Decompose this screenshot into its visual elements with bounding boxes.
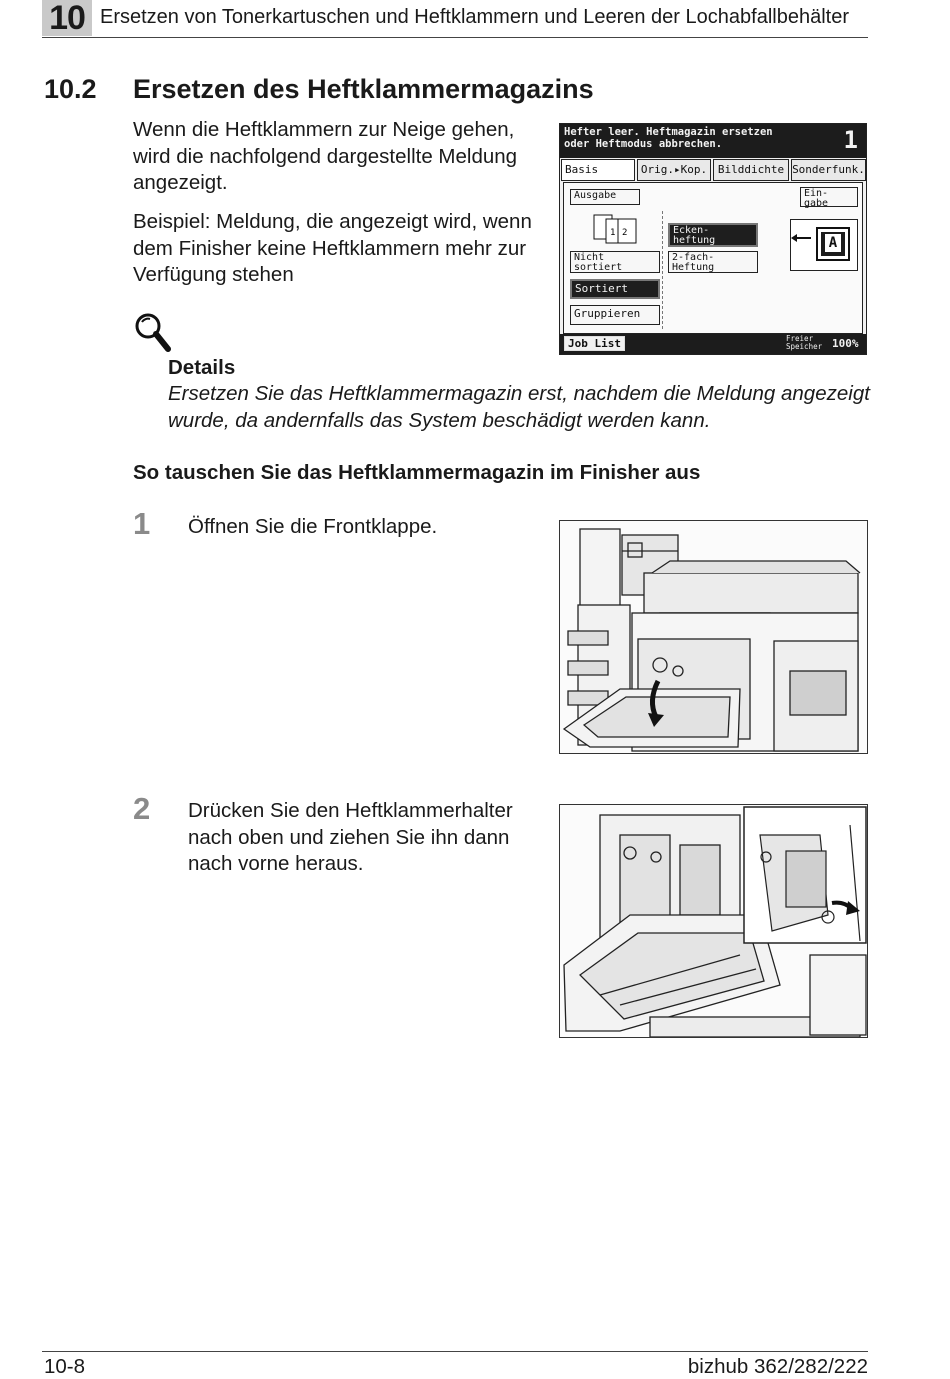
svg-text:2: 2 bbox=[622, 228, 628, 238]
panel-divider bbox=[662, 211, 664, 329]
panel-message-count: 1 bbox=[843, 126, 858, 154]
corner-staple-button[interactable]: Ecken- heftung bbox=[668, 223, 758, 247]
panel-main-area bbox=[563, 182, 863, 334]
free-memory-label: Freier Speicher bbox=[786, 334, 823, 351]
svg-text:1: 1 bbox=[610, 228, 616, 238]
model-name: bizhub 362/282/222 bbox=[687, 1355, 868, 1378]
procedure-title: So tauschen Sie das Heftklammermagazin im Finisher aus bbox=[133, 461, 701, 484]
paper-preview bbox=[790, 219, 858, 271]
panel-footer bbox=[560, 334, 866, 354]
step-number: 1 bbox=[133, 506, 151, 541]
paper-arrow-icon bbox=[791, 220, 857, 270]
not-sorted-button[interactable]: Nicht sortiert bbox=[570, 251, 660, 273]
free-memory-value: 100% bbox=[832, 337, 859, 350]
paper-letter: A bbox=[825, 234, 841, 252]
staple-holder-inset bbox=[744, 807, 866, 943]
figure-open-front-door bbox=[559, 520, 868, 754]
footer-rule bbox=[42, 1351, 868, 1352]
two-point-staple-button[interactable]: 2-fach- Heftung bbox=[668, 251, 758, 273]
chapter-number: 10 bbox=[42, 0, 92, 36]
figure-remove-staple-holder bbox=[559, 804, 868, 1038]
output-label: Ausgabe bbox=[570, 189, 640, 205]
magnifier-icon bbox=[134, 312, 172, 354]
control-panel-screenshot bbox=[559, 123, 867, 355]
panel-message-bar bbox=[560, 124, 866, 158]
copier-front-door-illustration bbox=[560, 521, 867, 753]
job-list-button[interactable]: Job List bbox=[564, 336, 625, 351]
running-title: Ersetzen von Tonerkartuschen und Heftklammern und Leeren der Lochabfallbehälter bbox=[100, 6, 849, 28]
intro-paragraph: Wenn die Heftklammern zur Neige gehen, wird die nachfolgend dargestellte Meldung angezeigt. bbox=[133, 118, 518, 194]
step-text: Drücken Sie den Heftklammerhalter nach oben und ziehen Sie ihn dann nach vorne heraus. bbox=[188, 799, 513, 875]
section-title: Ersetzen des Heftklammermagazins bbox=[133, 74, 594, 104]
panel-message-line2: oder Heftmodus abbrechen. bbox=[564, 138, 723, 150]
header-rule bbox=[42, 37, 868, 38]
sorted-button[interactable]: Sortiert bbox=[570, 279, 660, 299]
section-number: 10.2 bbox=[44, 74, 97, 104]
tab-sonderfunk[interactable]: Sonderfunk. bbox=[791, 159, 866, 181]
page-number: 10-8 bbox=[44, 1355, 86, 1378]
step-text: Öffnen Sie die Frontklappe. bbox=[188, 515, 438, 538]
group-button[interactable]: Gruppieren bbox=[570, 305, 660, 325]
tab-basis[interactable]: Basis bbox=[561, 159, 635, 181]
input-button[interactable]: Ein- gabe bbox=[800, 187, 858, 207]
details-label: Details bbox=[168, 356, 236, 379]
details-text: Ersetzen Sie das Heftklammermagazin erst, nachdem die Meldung angezeigt wurde, da andernfalls das System beschädigt werden kann. bbox=[168, 382, 870, 432]
panel-message-line1: Hefter leer. Heftmagazin ersetzen bbox=[564, 126, 773, 138]
tab-orig-kop[interactable]: Orig.▸Kop. bbox=[637, 159, 711, 181]
example-paragraph: Beispiel: Meldung, die angezeigt wird, wenn dem Finisher keine Heftklammern mehr zur Verfügung stehen bbox=[133, 210, 532, 286]
step-number: 2 bbox=[133, 791, 151, 826]
output-stack-icon bbox=[592, 213, 640, 245]
staple-holder-illustration bbox=[560, 805, 867, 1037]
tab-bilddichte[interactable]: Bilddichte bbox=[713, 159, 789, 181]
